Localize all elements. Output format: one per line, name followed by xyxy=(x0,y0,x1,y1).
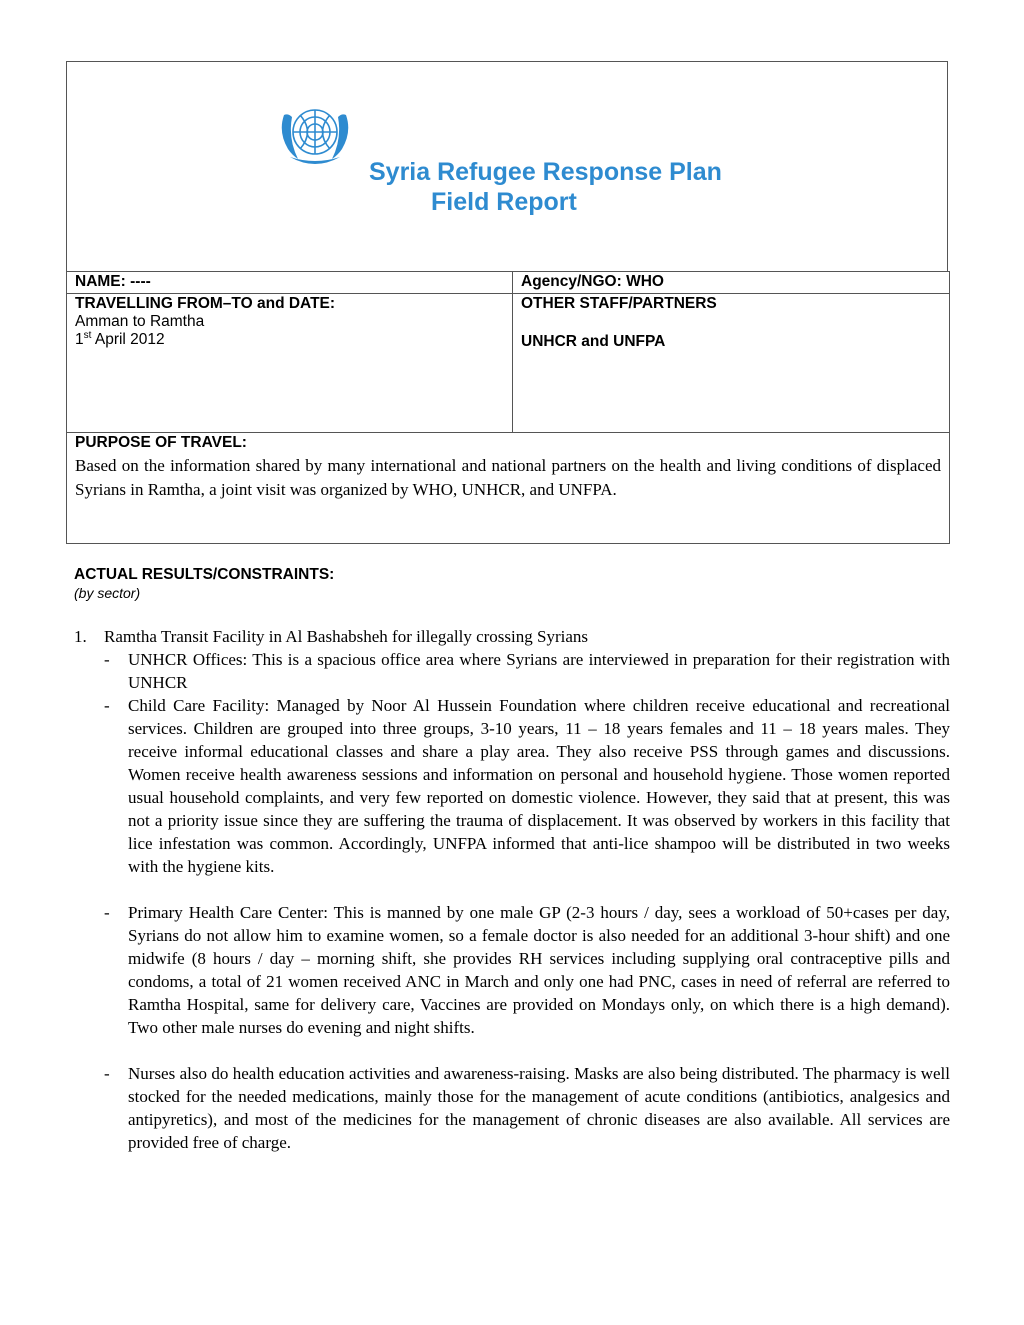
bullet-text: Nurses also do health education activities and awareness-raising. Masks are also being distributed. The pharmacy is well stocked for the needed medications, mainly those for the management of acute conditions (antibiotics, analgesics and antipyretics), and most of the medicines for the management of chronic diseases are also available. All services are provided free of charge. xyxy=(128,1064,950,1152)
bullet-text: Primary Health Care Center: This is manned by one male GP (2-3 hours / day, sees a workload of 50+cases per day, Syrians do not allow him to examine women, so a female doctor is also needed for an additional 3-hour shift) and one midwife (8 hours / day – morning shift, she provides RH services including supplying oral contraceptive pills and condoms, a total of 21 women received ANC in March and only one had PNC, cases in need of referral are referred to Ramtha Hospital, same for delivery care, Vaccines are provided on Mondays only, on which there is a high demand). Two other male nurses do evening and night shifts. xyxy=(128,903,950,1037)
report-subtitle: Field Report xyxy=(431,188,577,216)
bullet-item xyxy=(104,901,950,1039)
bullet-text: Child Care Facility: Managed by Noor Al Hussein Foundation where children receive educational and recreational services. Children are grouped into three groups, 3-10 years, 11 – 18 years females and 11 – 18 years males. They receive informal educational classes and share a play area. They also receive PSS through games and discussions. Women receive health awareness sessions and information on personal and household hygiene. Those women reported usual household complaints, and very few reported on domestic violence. However, they said that at present, this was not a priority issue since they are suffering the trauma of displacement. It was observed by workers in this facility that lice infestation was common. Accordingly, UNFPA informed that anti-lice shampoo will be distributed in two weeks with the hygiene kits. xyxy=(128,696,950,876)
travel-day-suffix: st xyxy=(83,329,92,341)
results-list xyxy=(74,625,950,1154)
purpose-cell xyxy=(67,433,950,544)
list-item xyxy=(74,625,950,648)
results-title: ACTUAL RESULTS/CONSTRAINTS: xyxy=(74,566,335,583)
travel-route: Amman to Ramtha xyxy=(75,313,205,330)
purpose-label: PURPOSE OF TRAVEL: xyxy=(75,434,247,451)
staff-label: OTHER STAFF/PARTNERS xyxy=(521,295,717,312)
bullet-text: UNHCR Offices: This is a spacious office area where Syrians are interviewed in preparation for their registration with UNHCR xyxy=(128,650,950,692)
purpose-text: Based on the information shared by many international and national partners on the health and living conditions of displaced Syrians in Ramtha, a joint visit was organized by WHO, UNHCR, and UNFPA. xyxy=(75,456,941,499)
staff-value: UNHCR and UNFPA xyxy=(521,333,666,350)
dash-marker: - xyxy=(104,903,110,922)
name-value: ---- xyxy=(130,273,151,290)
dash-marker: - xyxy=(104,1064,110,1083)
travel-label: TRAVELLING FROM–TO and DATE: xyxy=(75,295,336,312)
bullet-item xyxy=(104,1062,950,1154)
bullet-item xyxy=(104,694,950,878)
travel-date-rest: April 2012 xyxy=(91,331,165,348)
agency-cell xyxy=(513,272,950,294)
results-subtitle: (by sector) xyxy=(74,585,141,601)
report-title: Syria Refugee Response Plan xyxy=(369,158,722,186)
agency-value: WHO xyxy=(626,273,664,290)
name-label: NAME: xyxy=(75,273,126,290)
agency-label: Agency/NGO: xyxy=(521,273,622,290)
travel-day: 1 xyxy=(75,331,84,348)
item-title: Ramtha Transit Facility in Al Bashabsheh for illegally crossing Syrians xyxy=(104,627,588,646)
dash-marker: - xyxy=(104,650,110,669)
info-table xyxy=(66,271,950,544)
dash-marker: - xyxy=(104,696,110,715)
travel-date xyxy=(75,331,504,349)
item-number: 1. xyxy=(74,627,87,646)
bullet-item xyxy=(104,648,950,694)
staff-cell xyxy=(513,294,950,433)
report-header xyxy=(66,61,948,271)
travel-cell xyxy=(67,294,513,433)
name-cell xyxy=(67,272,513,294)
un-emblem-icon xyxy=(270,95,360,173)
results-heading xyxy=(74,566,950,601)
